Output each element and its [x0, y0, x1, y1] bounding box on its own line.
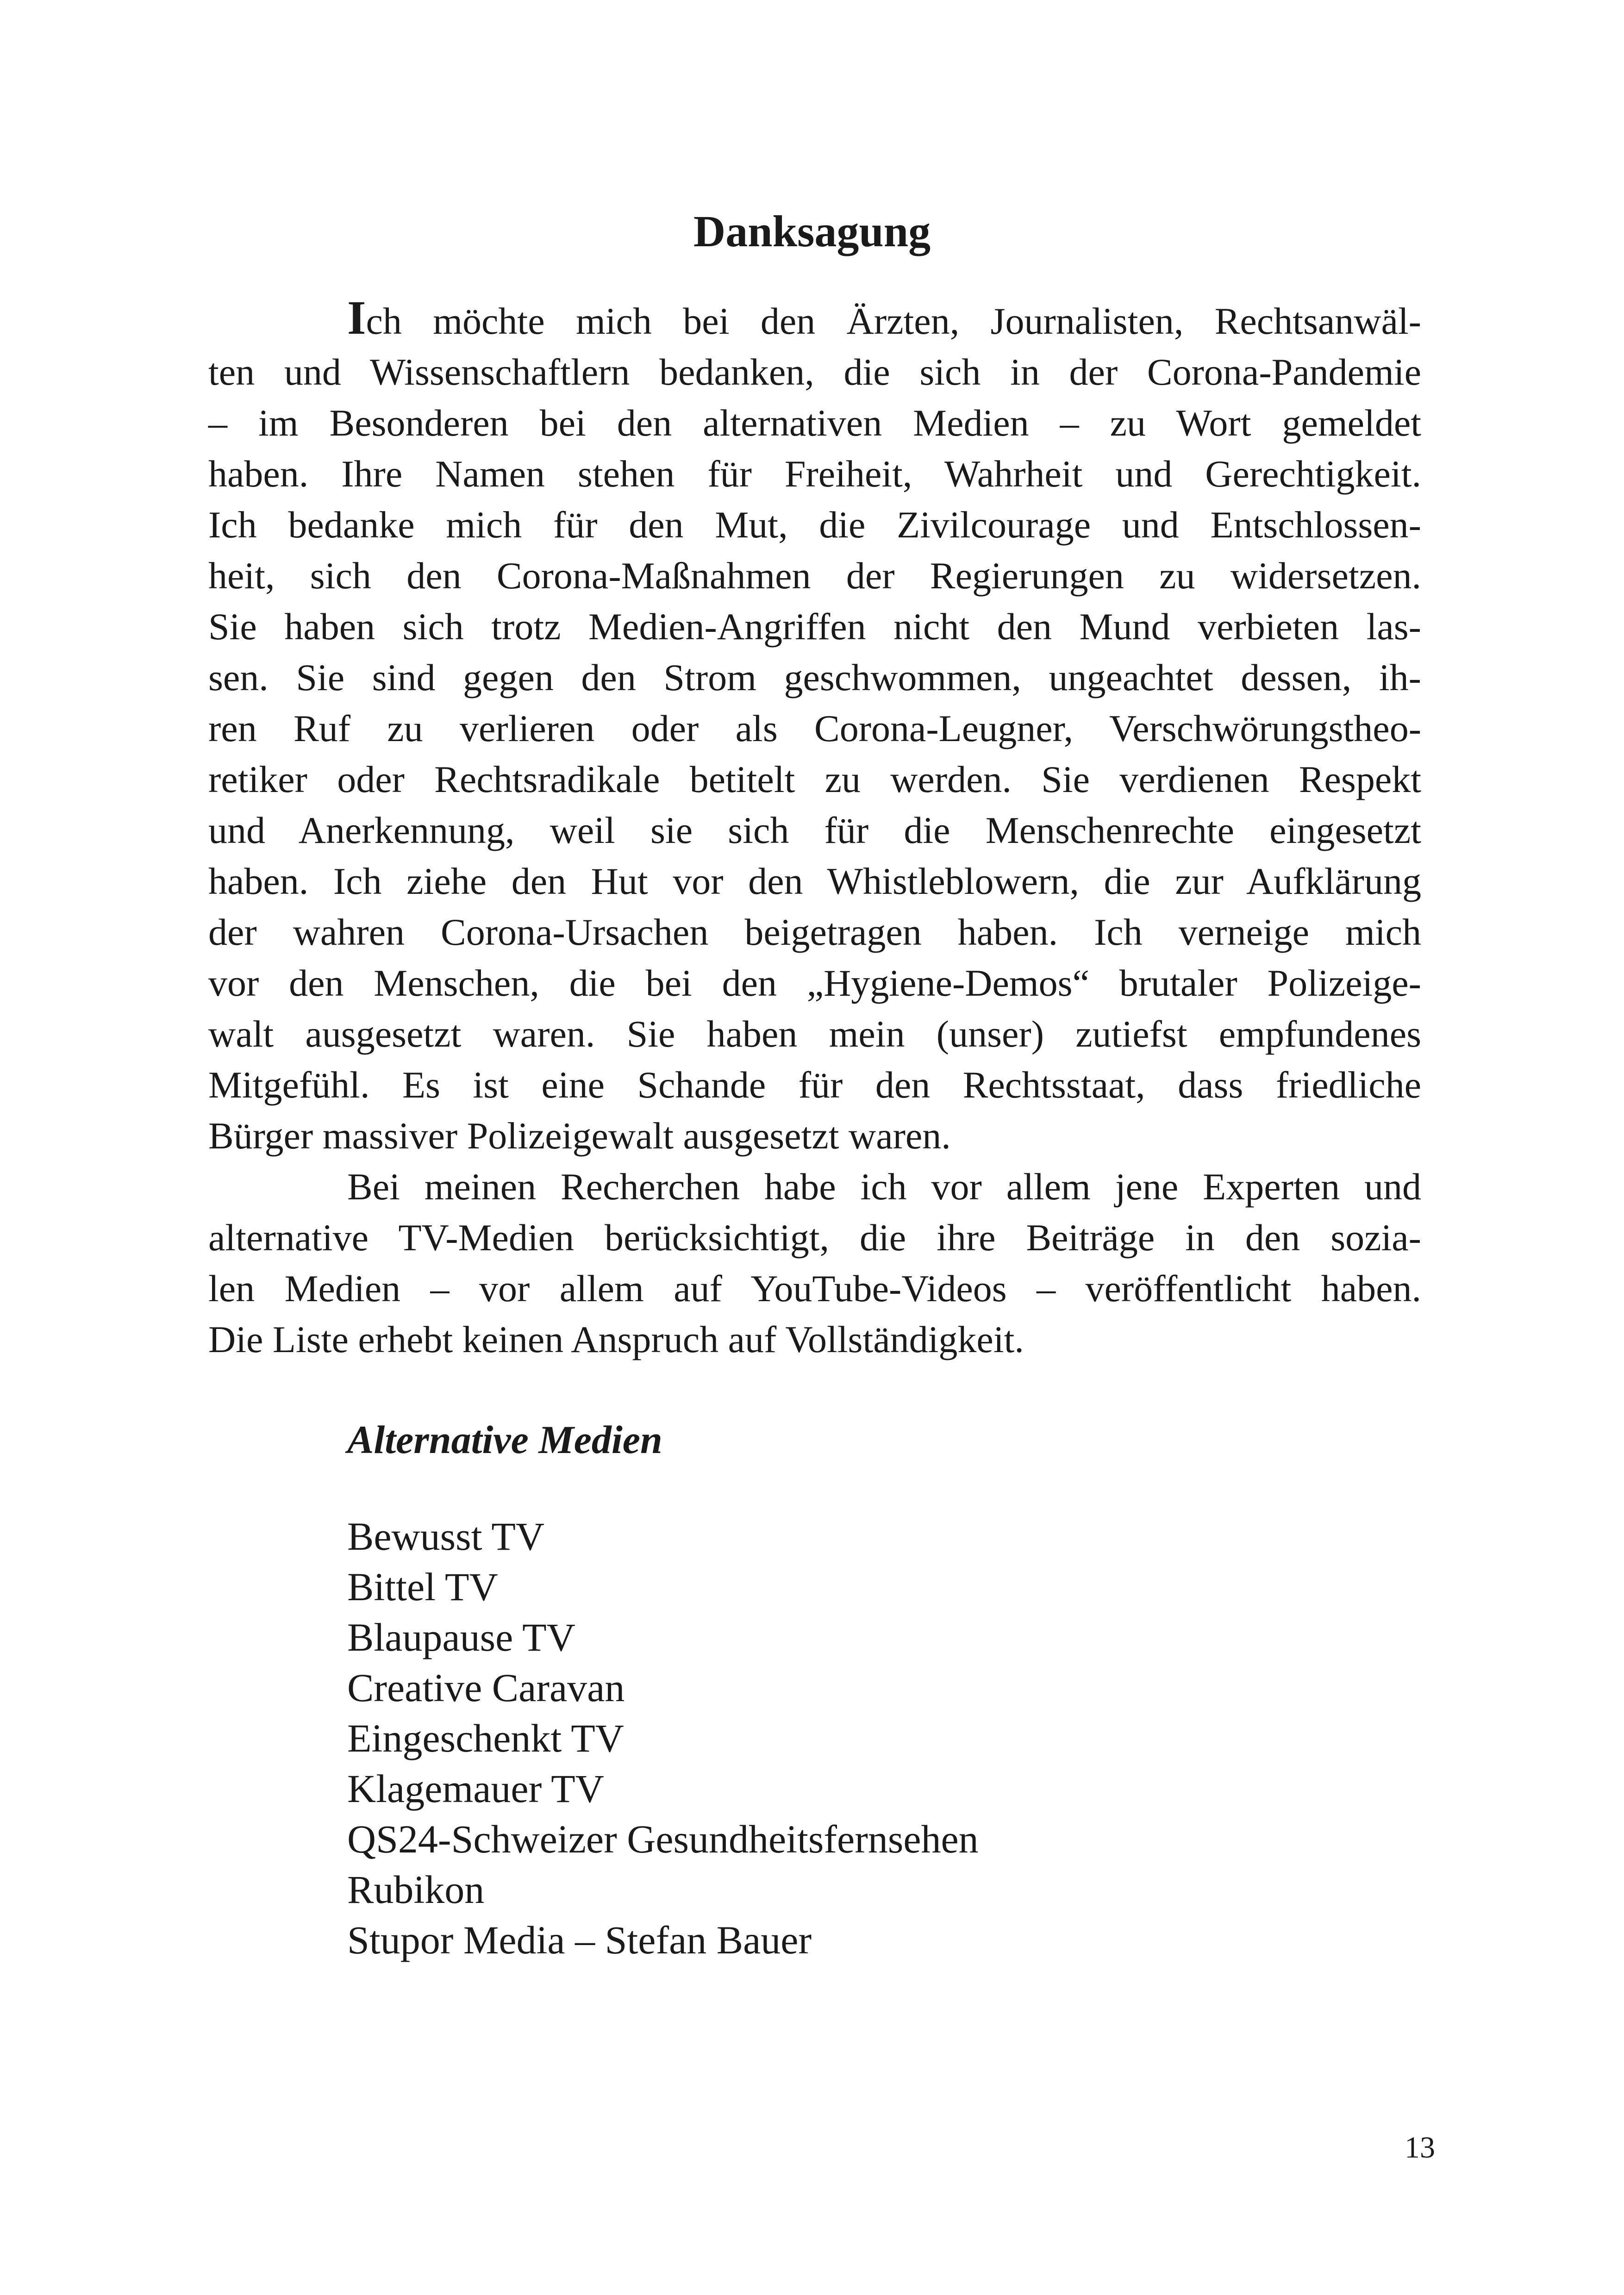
list-item: Rubikon [347, 1867, 485, 1912]
paragraph-line: Bürger massiver Polizeigewalt ausgesetzt waren. [208, 1115, 951, 1157]
paragraph-line: und Anerkennung, weil sie sich für die Menschenrechte eingesetzt [208, 809, 1421, 851]
list-item: Blaupause TV [347, 1615, 575, 1659]
paragraph-line: ten und Wissenschaftlern bedanken, die sich in der Corona-Pandemie [208, 351, 1421, 393]
page-number: 13 [1405, 2131, 1435, 2164]
paragraph-line: Ich möchte mich bei den Ärzten, Journalisten, Rechtsanwäl- [347, 291, 1421, 344]
drop-cap: I [347, 291, 366, 344]
paragraph-line: sen. Sie sind gegen den Strom geschwommen, ungeachtet dessen, ih- [208, 656, 1421, 698]
paragraph-line: – im Besonderen bei den alternativen Medien – zu Wort gemeldet [208, 402, 1421, 444]
paragraph-research-note [208, 1161, 1421, 1365]
paragraph-line: alternative TV-Medien berücksichtigt, die ihre Beiträge in den sozia- [208, 1216, 1421, 1259]
paragraph-line: Sie haben sich trotz Medien-Angriffen nicht den Mund verbieten las- [208, 605, 1421, 648]
paragraph-line: retiker oder Rechtsradikale betitelt zu werden. Sie verdienen Respekt [208, 758, 1421, 800]
list-item: Bewusst TV [347, 1514, 545, 1559]
paragraph-line: vor den Menschen, die bei den „Hygiene-Demos“ brutaler Polizeige- [208, 962, 1421, 1004]
paragraph-line: Bei meinen Recherchen habe ich vor allem jene Experten und [347, 1166, 1421, 1208]
paragraph-line: heit, sich den Corona-Maßnahmen der Regierungen zu widersetzen. [208, 555, 1421, 597]
media-list [347, 1511, 979, 1965]
paragraph-line: walt ausgesetzt waren. Sie haben mein (unser) zutiefst empfundenes [208, 1013, 1421, 1055]
paragraph-line: ren Ruf zu verlieren oder als Corona-Leugner, Verschwörungstheo- [208, 707, 1421, 749]
body-text [208, 293, 1421, 1365]
paragraph-line: haben. Ihre Namen stehen für Freiheit, Wahrheit und Gerechtigkeit. [208, 453, 1421, 495]
list-item: Bittel TV [347, 1565, 498, 1609]
list-item: QS24-Schweizer Gesundheitsfernsehen [347, 1817, 979, 1861]
paragraph-line: haben. Ich ziehe den Hut vor den Whistleblowern, die zur Aufklärung [208, 860, 1421, 902]
paragraph-line: der wahren Corona-Ursachen beigetragen haben. Ich verneige mich [208, 911, 1421, 953]
paragraph-line: Ich bedanke mich für den Mut, die Zivilcourage und Entschlossen- [208, 504, 1421, 546]
section-subheading: Alternative Medien [347, 1417, 662, 1462]
paragraph-line: len Medien – vor allem auf YouTube-Videos – veröffentlicht haben. [208, 1267, 1421, 1310]
list-item: Creative Caravan [347, 1665, 625, 1710]
list-item: Klagemauer TV [347, 1766, 604, 1811]
chapter-heading: Danksagung [693, 206, 931, 256]
list-item: Eingeschenkt TV [347, 1716, 624, 1760]
list-item: Stupor Media – Stefan Bauer [347, 1918, 812, 1962]
paragraph-acknowledgement [208, 293, 1421, 1161]
paragraph-line: Die Liste erhebt keinen Anspruch auf Vollständigkeit. [208, 1318, 1024, 1360]
paragraph-line: Mitgefühl. Es ist eine Schande für den Rechtsstaat, dass friedliche [208, 1064, 1421, 1106]
